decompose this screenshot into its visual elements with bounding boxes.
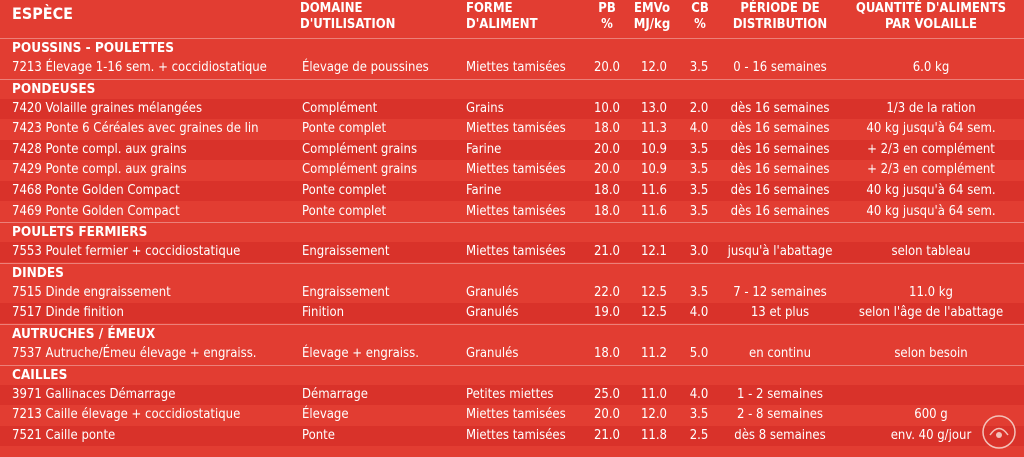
- cell-periode: dès 16 semaines: [730, 121, 830, 137]
- cell-periode: dès 16 semaines: [730, 183, 830, 198]
- cell-forme: Farine: [466, 183, 502, 198]
- cell-domaine: Complément grains: [302, 141, 418, 157]
- table-row: [0, 385, 1024, 405]
- cell-forme: Miettes tamisées: [466, 60, 566, 75]
- table-row: [0, 242, 1024, 262]
- cell-pb: 21.0: [593, 427, 621, 443]
- cell-emvo: 10.9: [640, 162, 668, 178]
- cell-cb: 3.5: [689, 203, 709, 219]
- table-row: [0, 283, 1024, 303]
- cell-emvo: 11.8: [640, 427, 668, 443]
- cell-cb: 3.0: [689, 244, 709, 260]
- cell-quantite: 6.0 kg: [912, 60, 950, 75]
- cell-cb: 3.5: [689, 60, 709, 75]
- cell-domaine: Élevage + engraiss.: [302, 346, 419, 361]
- section-title: AUTRUCHES / ÉMEUX: [12, 326, 156, 342]
- cell-pb: 22.0: [593, 284, 621, 300]
- cell-periode: 7 - 12 semaines: [733, 284, 827, 300]
- cell-domaine: Ponte: [302, 427, 335, 443]
- cell-emvo: 12.0: [640, 407, 668, 423]
- cell-forme: Miettes tamisées: [466, 162, 566, 178]
- cell-domaine: Engraissement: [302, 284, 390, 300]
- section-title: PONDEUSES: [12, 80, 96, 97]
- cell-periode: dès 16 semaines: [730, 203, 830, 219]
- cell-cb: 3.5: [689, 284, 709, 300]
- cell-espece: 7423 Ponte 6 Céréales avec graines de lin: [12, 121, 259, 137]
- cell-pb: 20.0: [593, 407, 621, 423]
- cell-espece: 7517 Dinde finition: [12, 305, 124, 321]
- cell-periode: dès 8 semaines: [734, 427, 826, 443]
- cell-forme: Granulés: [466, 305, 519, 321]
- cell-domaine: Démarrage: [302, 386, 368, 402]
- cell-quantite: 600 g: [914, 407, 948, 423]
- logo-icon: [981, 414, 1017, 450]
- cell-cb: 4.0: [689, 121, 709, 137]
- cell-forme: Petites miettes: [466, 386, 554, 402]
- cell-pb: 19.0: [593, 305, 621, 321]
- cell-pb: 10.0: [593, 100, 621, 116]
- cell-forme: Miettes tamisées: [466, 244, 566, 260]
- section-divider: [0, 79, 1024, 80]
- cell-forme: Miettes tamisées: [466, 121, 566, 137]
- cell-cb: 2.5: [689, 427, 709, 443]
- header-forme: FORME D'ALIMENT: [466, 1, 538, 32]
- cell-emvo: 11.0: [640, 386, 668, 402]
- cell-quantite: 11.0 kg: [909, 284, 953, 300]
- table-row: [0, 160, 1024, 180]
- cell-forme: Granulés: [466, 284, 519, 300]
- cell-espece: 7213 Élevage 1-16 sem. + coccidiostatique: [12, 60, 267, 75]
- header-quantite: QUANTITÉ D'ALIMENTS PAR VOLAILLE: [855, 1, 1007, 32]
- cell-periode: dès 16 semaines: [730, 100, 830, 116]
- cell-domaine: Finition: [302, 305, 345, 321]
- cell-emvo: 11.3: [640, 121, 668, 137]
- header-espece: ESPÈCE: [12, 4, 73, 23]
- cell-espece: 3971 Gallinaces Démarrage: [12, 386, 176, 402]
- section-title: DINDES: [12, 264, 64, 281]
- table-row: [0, 405, 1024, 425]
- cell-emvo: 12.5: [640, 284, 668, 300]
- cell-espece: 7515 Dinde engraissement: [12, 284, 171, 300]
- cell-domaine: Ponte complet: [302, 183, 387, 198]
- cell-forme: Miettes tamisées: [466, 203, 566, 219]
- cell-emvo: 11.6: [640, 203, 668, 219]
- cell-emvo: 12.0: [640, 60, 668, 75]
- cell-forme: Miettes tamisées: [466, 427, 566, 443]
- cell-emvo: 12.5: [640, 305, 668, 321]
- cell-emvo: 10.9: [640, 141, 668, 157]
- table-row: [0, 58, 1024, 78]
- cell-domaine: Ponte complet: [302, 121, 387, 137]
- cell-domaine: Engraissement: [302, 244, 390, 260]
- header-periode: PÉRIODE DE DISTRIBUTION: [732, 1, 828, 32]
- cell-periode: 2 - 8 semaines: [736, 407, 824, 423]
- table-row: [0, 181, 1024, 201]
- cell-domaine: Complément: [302, 100, 378, 116]
- section-title: POUSSINS - POULETTES: [12, 40, 174, 56]
- section-divider: [0, 263, 1024, 264]
- cell-espece: 7213 Caille élevage + coccidiostatique: [12, 407, 241, 423]
- cell-periode: 1 - 2 semaines: [736, 386, 824, 402]
- cell-periode: jusqu'à l'abattage: [727, 244, 833, 260]
- cell-espece: 7420 Volaille graines mélangées: [12, 100, 203, 116]
- cell-quantite: + 2/3 en complément: [867, 141, 995, 157]
- cell-cb: 3.5: [689, 162, 709, 178]
- section-divider: [0, 365, 1024, 366]
- cell-periode: dès 16 semaines: [730, 141, 830, 157]
- cell-quantite: 40 kg jusqu'à 64 sem.: [866, 203, 996, 219]
- cell-domaine: Élevage de poussines: [302, 60, 429, 75]
- cell-forme: Miettes tamisées: [466, 407, 566, 423]
- cell-pb: 18.0: [593, 183, 621, 198]
- cell-quantite: selon besoin: [894, 346, 968, 361]
- cell-cb: 3.5: [689, 183, 709, 198]
- cell-espece: 7429 Ponte compl. aux grains: [12, 162, 187, 178]
- cell-espece: 7468 Ponte Golden Compact: [12, 183, 180, 198]
- table-row: [0, 140, 1024, 160]
- table-row: [0, 119, 1024, 139]
- cell-quantite: + 2/3 en complément: [867, 162, 995, 178]
- cell-pb: 25.0: [593, 386, 621, 402]
- cell-cb: 3.5: [689, 141, 709, 157]
- cell-cb: 4.0: [689, 386, 709, 402]
- cell-quantite: 40 kg jusqu'à 64 sem.: [866, 121, 996, 137]
- cell-quantite: env. 40 g/jour: [890, 427, 972, 443]
- cell-cb: 2.0: [689, 100, 709, 116]
- cell-pb: 18.0: [593, 121, 621, 137]
- cell-emvo: 11.6: [640, 183, 668, 198]
- table-header: [0, 0, 1024, 38]
- cell-pb: 20.0: [593, 141, 621, 157]
- cell-pb: 21.0: [593, 244, 621, 260]
- table-row: [0, 426, 1024, 446]
- cell-periode: 0 - 16 semaines: [733, 60, 827, 75]
- header-domaine: DOMAINE D'UTILISATION: [300, 1, 396, 32]
- cell-periode: en continu: [749, 346, 811, 361]
- cell-pb: 20.0: [593, 162, 621, 178]
- header-emvo: EMVo MJ/kg: [633, 1, 671, 32]
- table-row: [0, 344, 1024, 364]
- cell-espece: 7521 Caille ponte: [12, 427, 116, 443]
- cell-pb: 18.0: [593, 203, 621, 219]
- section-title: POULETS FERMIERS: [12, 224, 148, 241]
- cell-periode: 13 et plus: [750, 305, 810, 321]
- cell-quantite: 1/3 de la ration: [886, 100, 976, 116]
- cell-cb: 4.0: [689, 305, 709, 321]
- cell-emvo: 11.2: [640, 346, 668, 361]
- header-pb: PB %: [598, 1, 616, 32]
- cell-quantite: selon tableau: [891, 244, 971, 260]
- cell-espece: 7469 Ponte Golden Compact: [12, 203, 180, 219]
- cell-pb: 18.0: [593, 346, 621, 361]
- table-row: [0, 303, 1024, 323]
- cell-quantite: 40 kg jusqu'à 64 sem.: [866, 183, 996, 198]
- table-row: [0, 99, 1024, 119]
- cell-forme: Granulés: [466, 346, 519, 361]
- cell-quantite: selon l'âge de l'abattage: [858, 305, 1004, 321]
- cell-emvo: 13.0: [640, 100, 668, 116]
- cell-cb: 5.0: [689, 346, 709, 361]
- cell-espece: 7428 Ponte compl. aux grains: [12, 141, 187, 157]
- cell-espece: 7537 Autruche/Émeu élevage + engraiss.: [12, 346, 257, 361]
- cell-espece: 7553 Poulet fermier + coccidiostatique: [12, 244, 241, 260]
- cell-pb: 20.0: [593, 60, 621, 75]
- cell-forme: Farine: [466, 141, 502, 157]
- section-title: CAILLES: [12, 366, 68, 383]
- cell-domaine: Complément grains: [302, 162, 418, 178]
- cell-periode: dès 16 semaines: [730, 162, 830, 178]
- header-cb: CB %: [691, 1, 709, 32]
- cell-domaine: Élevage: [302, 407, 349, 423]
- cell-forme: Grains: [466, 100, 504, 116]
- section-divider: [0, 222, 1024, 223]
- cell-emvo: 12.1: [640, 244, 668, 260]
- cell-domaine: Ponte complet: [302, 203, 387, 219]
- table-row: [0, 202, 1024, 222]
- cell-cb: 3.5: [689, 407, 709, 423]
